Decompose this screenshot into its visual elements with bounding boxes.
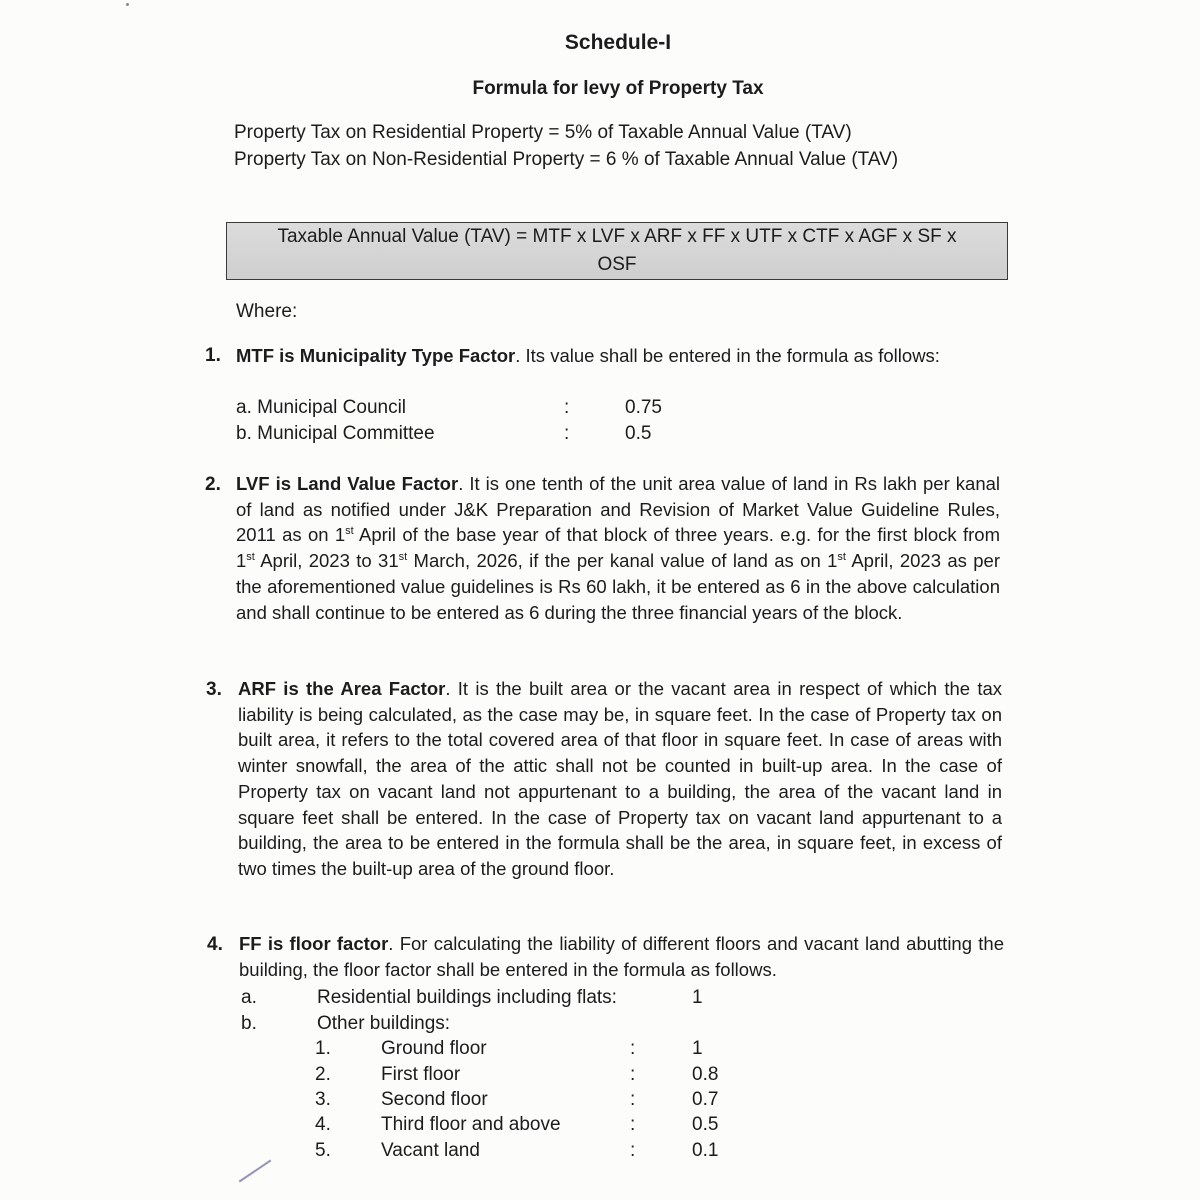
item-2-text: April of the base year of that block of three years. e.g. for the first block from 1 [236, 524, 1001, 572]
document-subtitle: Formula for levy of Property Tax [472, 78, 764, 99]
item-2-term: LVF is Land Value Factor [236, 473, 459, 494]
non-residential-rate-line: Property Tax on Non-Residential Property = 6 % of Taxable Annual Value (TAV) [234, 149, 899, 170]
ff-a-letter: a. [241, 987, 257, 1008]
item-3-text: . It is the built area or the vacant area in respect of which the tax liability is being calculated, as the case may be, in square feet. In the case of Property tax on built area, it refers to the total covered area of that floor in square feet. In case of areas with winter snowfall, the area of the attic shall not be counted in built-up area. In the case of Property tax on vacant land not appurtenant to a building, the area of the vacant land in square feet shall be entered. In the case of Property tax on vacant land appurtenant to a building, the area to be entered in the formula shall be the area, in square feet, in excess of two times the built-up area of the ground floor. [238, 678, 1003, 879]
floor-row-label: First floor [381, 1064, 461, 1085]
floor-row-number: 1. [315, 1038, 331, 1059]
floor-row-value: 0.7 [692, 1089, 719, 1110]
floor-row-sep: : [630, 1140, 636, 1161]
item-1-term: MTF is Municipality Type Factor [236, 345, 516, 366]
ordinal-suffix: st [345, 525, 354, 538]
ff-a-value: 1 [692, 987, 703, 1008]
formula-line-1: Taxable Annual Value (TAV) = MTF x LVF x ARF x FF x UTF x CTF x AGF x SF x [277, 226, 957, 247]
tav-formula-box [226, 222, 1008, 280]
item-3-paragraph [238, 676, 1002, 882]
item-2-text: April, 2023 to 31 [254, 550, 399, 572]
item-2-paragraph [236, 471, 1000, 625]
mtf-row-value: 0.75 [625, 397, 662, 418]
item-2-number: 2. [205, 474, 221, 495]
floor-row-label: Second floor [381, 1089, 488, 1110]
item-4-number: 4. [207, 934, 223, 955]
item-2-text: April, 2023 as per the aforementioned value guidelines is Rs 60 lakh, it be entered as 6 in the above calculation and shall continue to be entered as 6 during the three financial years of the block. [236, 550, 1000, 623]
floor-row-value: 0.1 [692, 1140, 719, 1161]
item-1-number: 1. [205, 345, 221, 366]
floor-row-number: 3. [315, 1089, 331, 1110]
residential-rate-line: Property Tax on Residential Property = 5% of Taxable Annual Value (TAV) [234, 122, 852, 143]
floor-row-sep: : [630, 1114, 636, 1135]
item-4-term: FF is floor factor [239, 933, 389, 954]
mtf-row-label: a. Municipal Council [236, 397, 407, 418]
item-2-text: March, 2026, if the per kanal value of land as on 1 [407, 550, 838, 572]
floor-row-number: 4. [315, 1114, 331, 1135]
schedule-title: Schedule-I [564, 31, 672, 54]
floor-row-label: Third floor and above [381, 1114, 561, 1135]
floor-row-value: 0.8 [692, 1064, 719, 1085]
item-1-paragraph [236, 343, 1000, 369]
floor-row-value: 0.5 [692, 1114, 719, 1135]
item-4-paragraph [239, 931, 1004, 982]
mtf-row-sep: : [564, 423, 570, 444]
formula-line-2: OSF [597, 254, 637, 275]
item-3-number: 3. [206, 679, 222, 700]
floor-row-sep: : [630, 1064, 636, 1085]
item-3-term: ARF is the Area Factor [238, 678, 446, 699]
floor-row-number: 2. [315, 1064, 331, 1085]
floor-row-number: 5. [315, 1140, 331, 1161]
item-1-text: . Its value shall be entered in the formula as follows: [515, 345, 940, 366]
ff-a-label: Residential buildings including flats: [317, 987, 617, 1008]
pen-stroke-mark [239, 1160, 272, 1183]
floor-row-label: Vacant land [381, 1140, 480, 1161]
ff-b-label: Other buildings: [317, 1013, 451, 1034]
item-4-text: . For calculating the liability of different floors and vacant land abutting the building, the floor factor shall be entered in the formula as follows. [239, 933, 1004, 980]
floor-row-sep: : [630, 1038, 636, 1059]
floor-row-sep: : [630, 1089, 636, 1110]
ordinal-suffix: st [246, 551, 255, 564]
ordinal-suffix: st [837, 551, 846, 564]
scan-speck [126, 3, 129, 6]
where-label: Where: [236, 301, 298, 322]
mtf-row-label: b. Municipal Committee [236, 423, 435, 444]
floor-row-label: Ground floor [381, 1038, 487, 1059]
mtf-row-value: 0.5 [625, 423, 652, 444]
ordinal-suffix: st [398, 551, 408, 564]
ff-b-letter: b. [241, 1013, 257, 1034]
floor-row-value: 1 [692, 1038, 703, 1059]
mtf-row-sep: : [564, 397, 570, 418]
item-2-text: . It is one tenth of the unit area value of land in Rs lakh per kanal of land as notified under J&K Preparation and Revision of Market Value Guideline Rules, 2011 as on 1 [236, 473, 1001, 546]
